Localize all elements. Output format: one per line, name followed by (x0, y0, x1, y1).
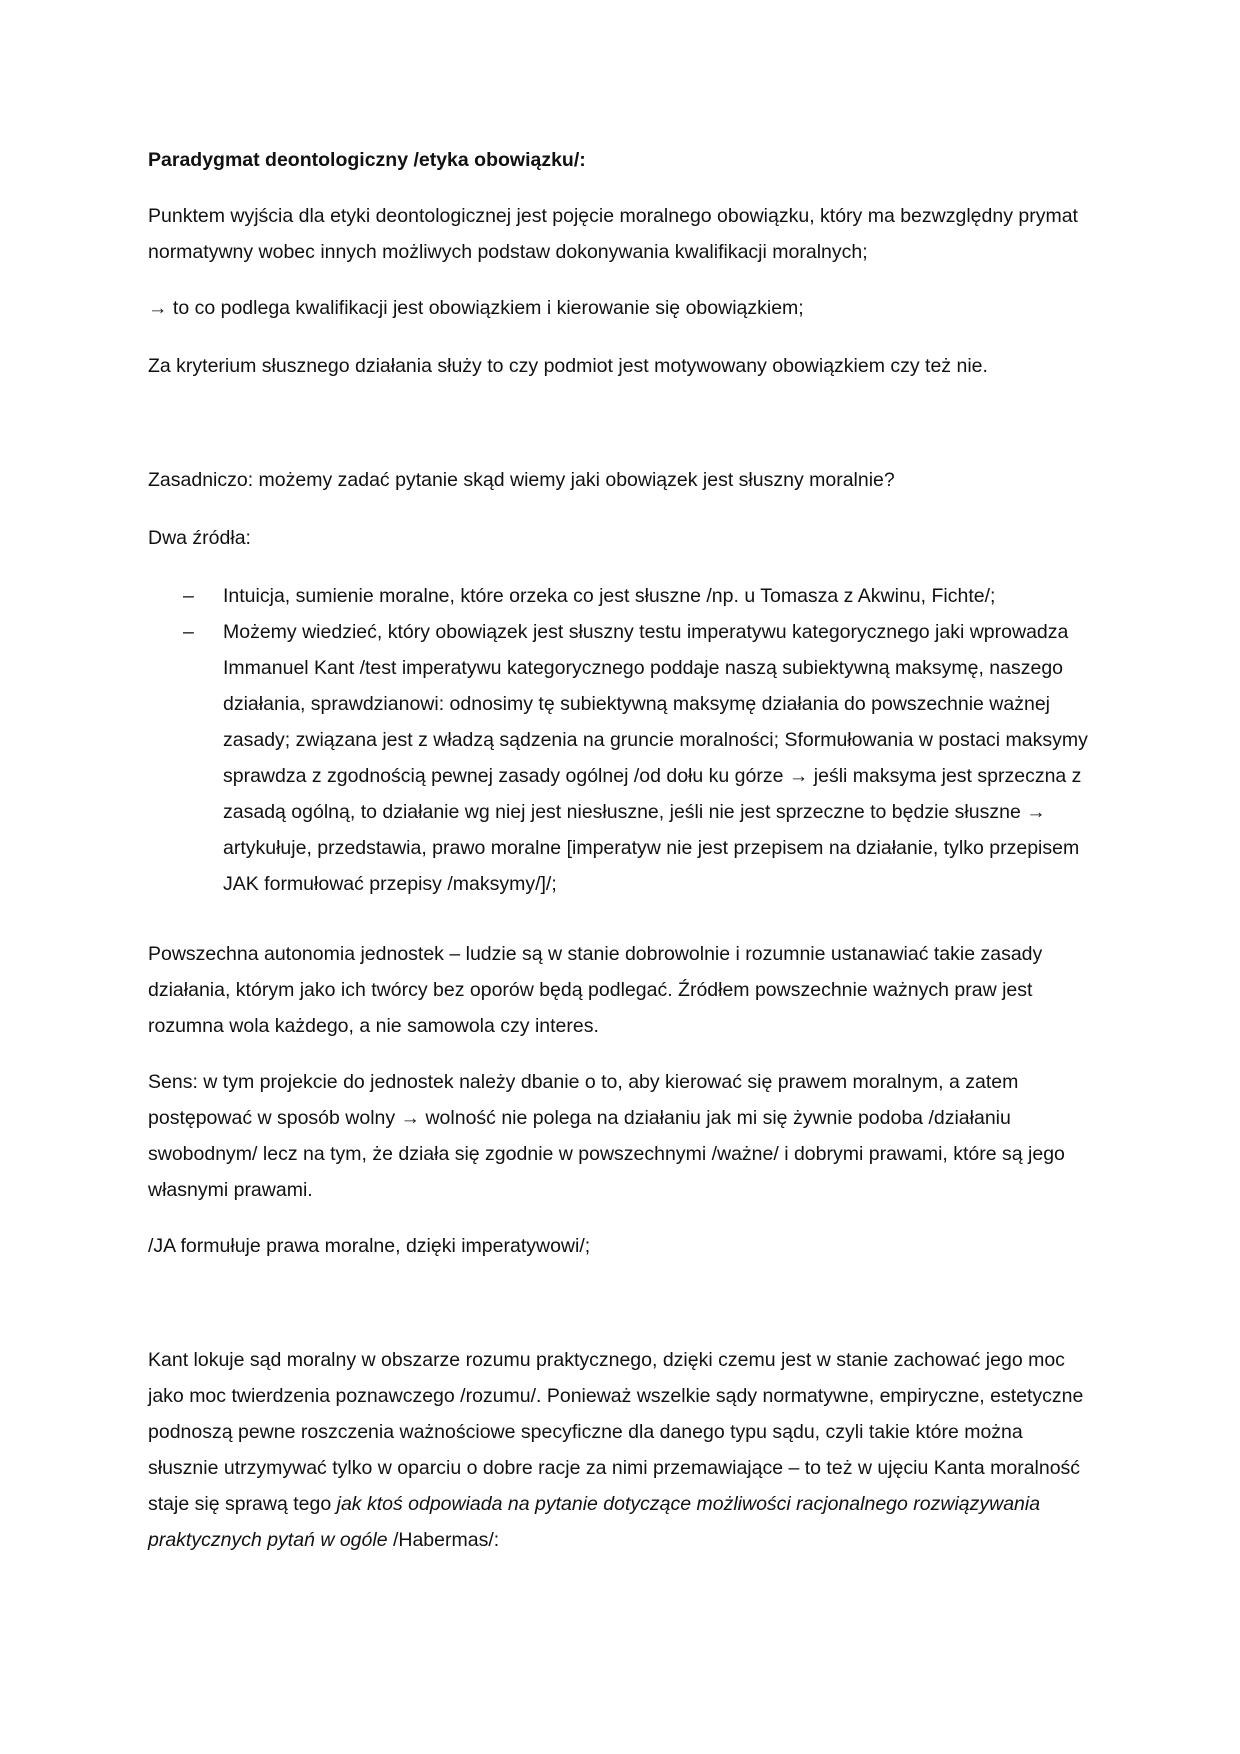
paragraph-kant-text: Kant lokuje sąd moralny w obszarze rozumu praktycznego, dzięki czemu jest w stanie zachować jego moc jako moc twierdzenia poznawczego /rozumu/. Ponieważ wszelkie sądy normatywne, empiryczne, estetyczne podnoszą pewne roszczenia ważnościowe specyficzne dla danego typu sądu, czyli takie które można słusznie utrzymywać tylko w oparciu o dobre racje za nimi przemawiające – to też w ujęciu Kanta moralność staje się sprawą tego (148, 1349, 1084, 1515)
dash-bullet: – (183, 585, 194, 607)
paragraph-kant (148, 1342, 1098, 1558)
sources-list (148, 578, 1108, 902)
paragraph-ja-note: /JA formułuje prawa moralne, dzięki imperatywowi/; (148, 1235, 591, 1257)
list-item (148, 614, 1108, 902)
paragraph-autonomy: Powszechna autonomia jednostek – ludzie są w stanie dobrowolnie i rozumnie ustanawiać takie zasady działania, którym jako ich twórcy bez oporów będą podlegać. Źródłem powszechnie ważnych praw jest rozumna wola każdego, a nie samowola czy interes. (148, 943, 1043, 1037)
paragraph-question: Zasadniczo: możemy zadać pytanie skąd wiemy jaki obowiązek jest słuszny moralnie? (148, 469, 895, 491)
paragraph-intro: Punktem wyjścia dla etyki deontologicznej jest pojęcie moralnego obowiązku, który ma bezwzględny prymat normatywny wobec innych możliwych podstaw dokonywania kwalifikacji moralnych; (148, 205, 1078, 263)
list-item (148, 578, 1108, 614)
paragraph-sense: Sens: w tym projekcie do jednostek należy dbanie o to, aby kierować się prawem moralnym, a zatem postępować w sposób wolny → wolność nie polega na działaniu jak mi się żywnie podoba /działaniu swobodnym/ lecz na tym, że działa się zgodnie w powszechnymi /ważne/ i dobrymi prawami, które są jego własnymi prawami. (148, 1071, 1065, 1201)
paragraph-arrow-note: → to co podlega kwalifikacji jest obowiązkiem i kierowanie się obowiązkiem; (148, 297, 804, 319)
paragraph-sources-heading: Dwa źródła: (148, 527, 251, 549)
paragraph-kant-tail: /Habermas/: (387, 1529, 500, 1551)
dash-bullet: – (183, 621, 194, 643)
list-item-text: Możemy wiedzieć, który obowiązek jest słuszny testu imperatywu kategorycznego jaki wprowadza Immanuel Kant /test imperatywu kategorycznego poddaje naszą subiektywną maksymę, naszego działania, sprawdzianowi: odnosimy tę subiektywną maksymę działania do powszechnie ważnej zasady; związana jest z władzą sądzenia na gruncie moralności; Sformułowania w postaci maksymy sprawdza z zgodnością pewnej zasady ogólnej /od dołu ku górze → jeśli maksyma jest sprzeczna z zasadą ogólną, to działanie wg niej jest niesłuszne, jeśli nie jest sprzeczne to będzie słuszne → artykułuje, przedstawia, prawo moralne [imperatyw nie jest przepisem na działanie, tylko przepisem JAK formułować przepisy /maksymy/]/; (223, 621, 1088, 895)
list-item-text: Intuicja, sumienie moralne, które orzeka co jest słuszne /np. u Tomasza z Akwinu, Fichte/; (223, 585, 996, 607)
paragraph-criterion: Za kryterium słusznego działania służy to czy podmiot jest motywowany obowiązkiem czy też nie. (148, 355, 988, 377)
document-title: Paradygmat deontologiczny /etyka obowiązku/: (148, 149, 586, 171)
paragraph-kant-italic: jak ktoś odpowiada na pytanie dotyczące możliwości racjonalnego rozwiązywania praktycznych pytań w ogóle (148, 1493, 1041, 1551)
